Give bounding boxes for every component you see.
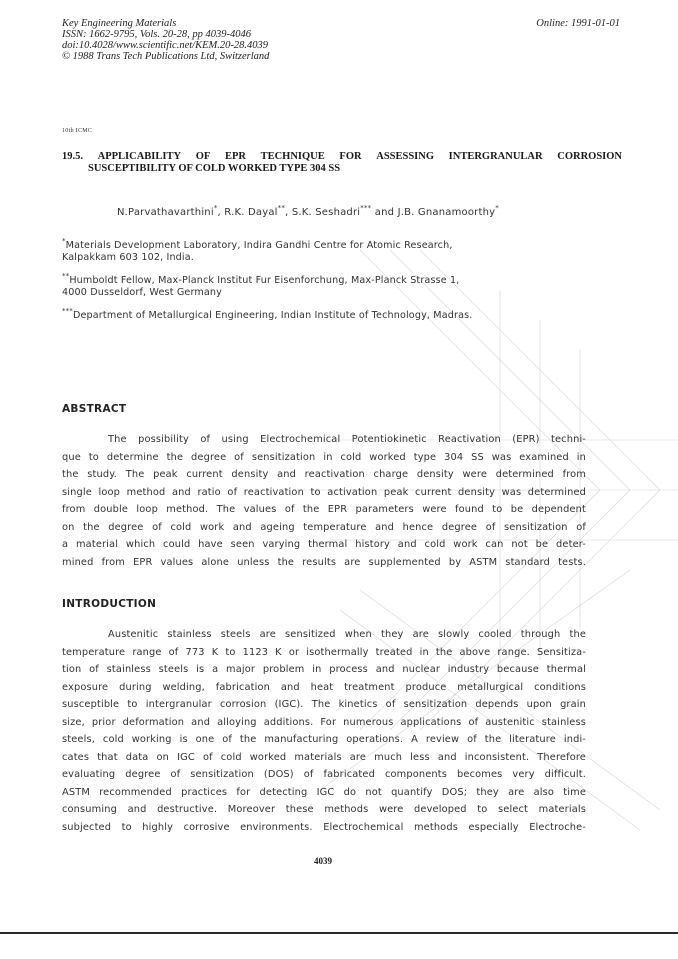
text-line: evaluating degree of sensitization (DOS) of fabricated components becomes very difficult. xyxy=(62,769,586,780)
affiliation-mark: *** xyxy=(62,307,73,315)
abstract-heading: ABSTRACT xyxy=(62,403,127,415)
author-separator: and xyxy=(371,207,398,218)
title-word: OF xyxy=(195,151,211,162)
text-line: temperature range of 773 K to 1123 K or isothermally treated in the above range. Sensitiza- xyxy=(62,646,586,658)
text-line: on the degree of cold work and ageing temperature and hence degree of sensitization of xyxy=(62,521,586,533)
author-affiliation-mark: ** xyxy=(277,204,286,212)
text-line: a material which could have seen varying thermal history and cold work can not be deter- xyxy=(62,539,586,550)
author-affiliation-mark: *** xyxy=(360,204,372,212)
affiliation-line xyxy=(62,237,453,252)
author-name: S.K. Seshadri xyxy=(291,207,361,218)
text-line: cates that data on IGC of cold worked materials are much less and inconsistent. Therefore xyxy=(62,751,586,763)
affiliation-line xyxy=(62,272,460,287)
conference-tag: 10th ICMC xyxy=(62,128,93,134)
text-line: size, prior deformation and alloying additions. For numerous applications of austenitic stainless xyxy=(62,716,586,728)
text-line: subjected to highly corrosive environments. Electrochemical methods especially Electroche- xyxy=(62,821,586,833)
affiliation-text: Humboldt Fellow, Max-Planck Institut Fur Eisenforchung, Max-Planck Strasse 1, xyxy=(69,275,460,286)
affiliation-line xyxy=(62,307,473,322)
paper-title xyxy=(62,151,622,175)
title-word: APPLICABILITY xyxy=(97,151,182,162)
text-line: tion of stainless steels is a major problem in process and nuclear industry because thermal xyxy=(62,664,586,675)
online-date: Online: 1991-01-01 xyxy=(536,18,620,29)
introduction-heading: INTRODUCTION xyxy=(62,598,157,610)
abstract-body xyxy=(62,431,586,571)
journal-copyright: © 1988 Trans Tech Publications Ltd, Switzerland xyxy=(62,51,270,62)
affiliation xyxy=(62,272,460,299)
affiliation xyxy=(62,237,453,264)
page-number: 4039 xyxy=(314,856,332,866)
title-word: CORROSION xyxy=(557,151,622,162)
title-word: INTERGRANULAR xyxy=(448,151,543,162)
text-line: ASTM recommended practices for detecting IGC do not quantify DOS; they are also time xyxy=(62,786,586,798)
author-list xyxy=(117,204,499,218)
title-line-1 xyxy=(62,151,622,163)
text-line: exposure during welding, fabrication and heat treatment produce metallurgical conditions xyxy=(62,681,586,693)
title-word: FOR xyxy=(339,151,362,162)
author-separator: , xyxy=(217,207,225,218)
text-line: steels, cold working is one of the manufacturing operations. A review of the literature indi- xyxy=(62,734,586,745)
affiliation-text: Department of Metallurgical Engineering, Indian Institute of Technology, Madras. xyxy=(72,310,473,321)
title-line-2: SUSCEPTIBILITY OF COLD WORKED TYPE 304 SS xyxy=(88,163,341,174)
text-line: the study. The peak current density and reactivation charge density were determined from xyxy=(62,469,586,480)
title-word: ASSESSING xyxy=(376,151,435,162)
author-name: N.Parvathavarthini xyxy=(117,207,214,218)
paper-number: 19.5. xyxy=(62,151,83,162)
affiliation-line xyxy=(62,252,453,264)
text-line: The possibility of using Electrochemical Potentiokinetic Reactivation (EPR) techni- xyxy=(108,434,586,445)
affiliation-line xyxy=(62,287,459,299)
text-line: from double loop method. The values of the EPR parameters were found to be dependent xyxy=(62,504,586,515)
affiliation-text: 4000 Dusseldorf, West Germany xyxy=(62,287,222,298)
journal-issn: ISSN: 1662-9795, Vols. 20-28, pp 4039-4046 xyxy=(62,29,251,40)
journal-name: Key Engineering Materials xyxy=(62,18,177,29)
affiliation-text: Kalpakkam 603 102, India. xyxy=(62,252,194,263)
text-line: Austenitic stainless steels are sensitized when they are slowly cooled through the xyxy=(108,629,586,640)
introduction-body xyxy=(62,626,586,836)
text-line: single loop method and ratio of reactivation to activation peak current density was determined xyxy=(62,486,586,498)
author-name: R.K. Dayal xyxy=(224,207,278,218)
author-affiliation-mark: * xyxy=(495,204,499,212)
affiliation-mark: * xyxy=(62,237,66,245)
text-line: mined from EPR values alone unless the results are supplemented by ASTM standard tests. xyxy=(62,556,586,568)
title-word: TECHNIQUE xyxy=(260,151,325,162)
text-line: que to determine the degree of sensitization in cold worked type 304 SS was examined in xyxy=(62,451,586,463)
affiliation xyxy=(62,307,473,322)
author-name: J.B. Gnanamoorthy xyxy=(397,207,496,218)
text-line: consuming and destructive. Moreover these methods were developed to select materials xyxy=(62,804,586,815)
author-affiliation-mark: * xyxy=(213,204,218,212)
affiliation-text: Materials Development Laboratory, Indira Gandhi Centre for Atomic Research, xyxy=(65,240,453,251)
journal-header xyxy=(62,18,269,62)
title-word: EPR xyxy=(224,151,246,162)
affiliation-mark: ** xyxy=(62,272,70,280)
text-line: susceptible to intergranular corrosion (IGC). The kinetics of sensitization depends upon grain xyxy=(62,699,586,710)
footer-rule xyxy=(0,932,678,934)
journal-doi: doi:10.4028/www.scientific.net/KEM.20-28.4039 xyxy=(62,40,268,51)
author-separator: , xyxy=(285,207,292,218)
